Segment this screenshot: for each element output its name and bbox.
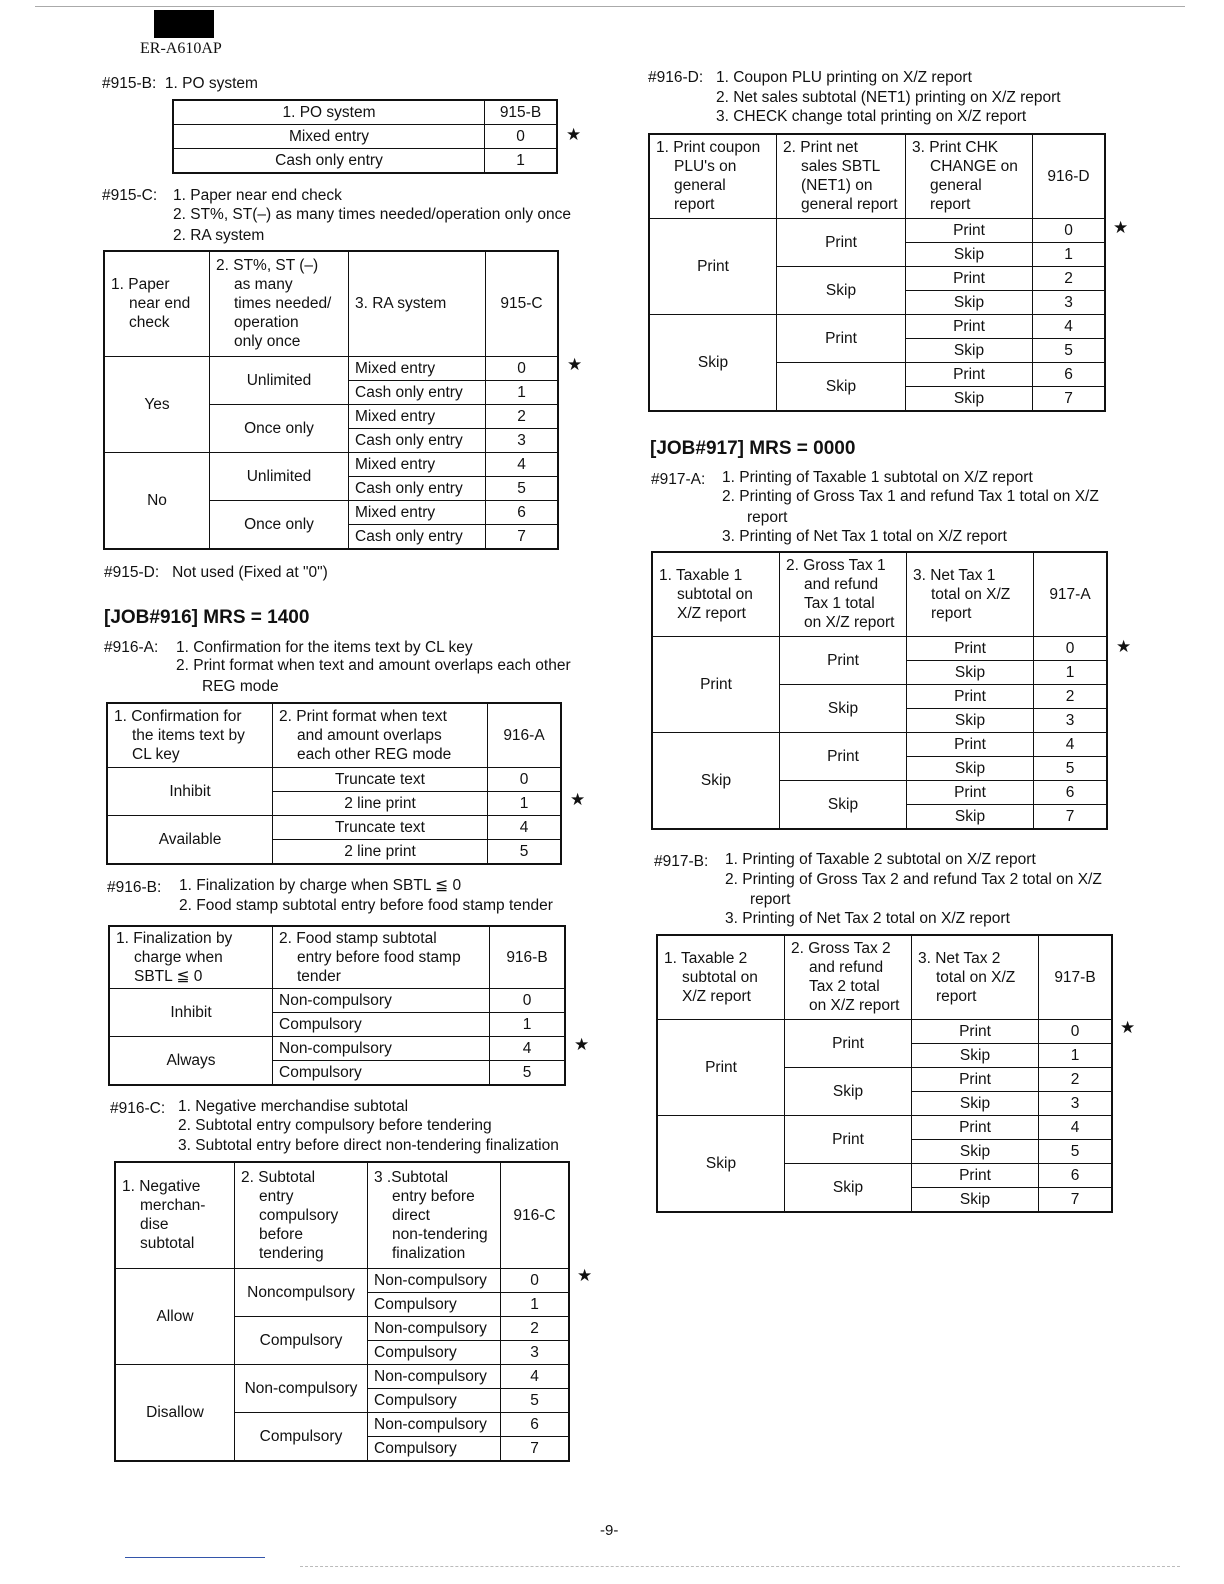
- value-cell: 5: [490, 1060, 566, 1085]
- group-cell: Skip: [649, 314, 777, 411]
- header-cell: 2. Gross Tax 1 and refund Tax 1 total on X/Z report: [780, 552, 907, 636]
- value-cell: 7: [501, 1436, 570, 1461]
- section-915c-item: 2. RA system: [173, 227, 265, 244]
- group-cell: Skip: [652, 732, 780, 829]
- section-917a-item: 3. Printing of Net Tax 1 total on X/Z report: [722, 528, 1007, 545]
- subgroup-cell: Noncompulsory: [235, 1268, 368, 1316]
- option-cell: 2 line print: [273, 839, 488, 864]
- value-cell: 0: [1034, 636, 1108, 660]
- default-star: ★: [1113, 218, 1129, 237]
- option-cell: Cash only entry: [349, 476, 486, 500]
- option-cell: Skip: [907, 756, 1034, 780]
- header-cell: 1. Confirmation for the items text by CL key: [107, 703, 273, 767]
- option-cell: Compulsory: [368, 1340, 501, 1364]
- value-cell: 0: [488, 767, 562, 791]
- section-917b-item: 2. Printing of Gross Tax 2 and refund Tax 2 total on X/Z: [725, 871, 1102, 888]
- section-916c-item: 2. Subtotal entry compulsory before tendering: [178, 1117, 492, 1134]
- subgroup-cell: Skip: [780, 684, 907, 732]
- section-917b-item: report: [750, 891, 791, 908]
- option-cell: Cash only entry: [349, 428, 486, 452]
- footer-rule: [300, 1566, 1180, 1567]
- option-cell: Skip: [907, 708, 1034, 732]
- subgroup-cell: Print: [780, 636, 907, 684]
- subgroup-cell: Skip: [785, 1163, 912, 1212]
- value-cell: 4: [1034, 732, 1108, 756]
- value-cell: 3: [1033, 290, 1106, 314]
- code-cell: 916-B: [490, 926, 566, 988]
- section-915c-item: 1. Paper near end check: [173, 187, 342, 204]
- table-917a: [651, 551, 1108, 830]
- subgroup-cell: Skip: [777, 362, 906, 411]
- table-915c: [103, 250, 559, 550]
- section-916c-label: #916-C:: [110, 1100, 166, 1117]
- value-cell: 2: [1034, 684, 1108, 708]
- default-star: ★: [1120, 1018, 1136, 1037]
- section-916a-label: #916-A:: [104, 639, 159, 656]
- job-916-heading: [JOB#916] MRS = 1400: [104, 607, 310, 628]
- table-915b: [172, 99, 558, 174]
- option-cell: Print: [912, 1067, 1039, 1091]
- subgroup-cell: Print: [780, 732, 907, 780]
- subgroup-cell: Once only: [210, 404, 349, 452]
- header-cell: 1. Negative merchan- dise subtotal: [115, 1162, 235, 1268]
- value-cell: 5: [1033, 338, 1106, 362]
- option-cell: Print: [907, 780, 1034, 804]
- group-cell: Disallow: [115, 1364, 235, 1461]
- section-916d-item: 2. Net sales subtotal (NET1) printing on X/Z report: [716, 89, 1061, 106]
- value-cell: 5: [486, 476, 559, 500]
- subgroup-cell: Unlimited: [210, 356, 349, 404]
- value-cell: 1: [488, 791, 562, 815]
- code-cell: 917-A: [1034, 552, 1108, 636]
- value-cell: 0: [486, 356, 559, 380]
- section-917b-item: 1. Printing of Taxable 2 subtotal on X/Z report: [725, 851, 1036, 868]
- value-cell: 4: [1033, 314, 1106, 338]
- subgroup-cell: Skip: [785, 1067, 912, 1115]
- subgroup-cell: Print: [777, 218, 906, 266]
- subgroup-cell: Compulsory: [235, 1412, 368, 1461]
- value-cell: 7: [486, 524, 559, 549]
- header-cell: 1. Taxable 1 subtotal on X/Z report: [652, 552, 780, 636]
- value-cell: 1: [1033, 242, 1106, 266]
- option-cell: Print: [912, 1163, 1039, 1187]
- option-cell: Compulsory: [273, 1012, 490, 1036]
- option-cell: Skip: [912, 1043, 1039, 1067]
- subgroup-cell: Unlimited: [210, 452, 349, 500]
- option-cell: Compulsory: [368, 1436, 501, 1461]
- header-cell: 2. Print net sales SBTL (NET1) on general report: [777, 134, 906, 218]
- value-cell: 0: [485, 125, 558, 149]
- option-cell: Print: [907, 732, 1034, 756]
- section-916c-item: 3. Subtotal entry before direct non-tendering finalization: [178, 1137, 559, 1154]
- option-cell: Compulsory: [368, 1388, 501, 1412]
- subgroup-cell: Print: [785, 1019, 912, 1067]
- section-917a-item: 1. Printing of Taxable 1 subtotal on X/Z report: [722, 469, 1033, 486]
- header-black-block: [154, 10, 214, 38]
- value-cell: 4: [490, 1036, 566, 1060]
- section-915c-label: #915-C:: [102, 187, 158, 204]
- header-rule: [35, 6, 1185, 7]
- option-cell: Skip: [912, 1139, 1039, 1163]
- header-cell: 2. Print format when text and amount overlaps each other REG mode: [273, 703, 488, 767]
- section-917a-label: #917-A:: [651, 471, 706, 488]
- value-cell: 1: [501, 1292, 570, 1316]
- value-cell: 4: [486, 452, 559, 476]
- option-cell: Skip: [912, 1091, 1039, 1115]
- code-cell: 917-B: [1039, 935, 1113, 1019]
- option-cell: Mixed entry: [173, 125, 485, 149]
- option-cell: Truncate text: [273, 767, 488, 791]
- section-916a-item: 2. Print format when text and amount overlaps each other: [176, 657, 571, 674]
- section-916b-label: #916-B:: [107, 879, 162, 896]
- section-916c-item: 1. Negative merchandise subtotal: [178, 1098, 409, 1115]
- code-cell: 916-A: [488, 703, 562, 767]
- value-cell: 5: [501, 1388, 570, 1412]
- header-cell: 2. Subtotal entry compulsory before tendering: [235, 1162, 368, 1268]
- option-cell: Cash only entry: [173, 149, 485, 174]
- group-cell: Available: [107, 815, 273, 864]
- option-cell: Truncate text: [273, 815, 488, 839]
- value-cell: 7: [1033, 386, 1106, 411]
- subgroup-cell: Compulsory: [235, 1316, 368, 1364]
- value-cell: 4: [501, 1364, 570, 1388]
- group-cell: Skip: [657, 1115, 785, 1212]
- header-cell: 2. Food stamp subtotal entry before food stamp tender: [273, 926, 490, 988]
- value-cell: 5: [1034, 756, 1108, 780]
- value-cell: 5: [1039, 1139, 1113, 1163]
- header-cell: 1. Taxable 2 subtotal on X/Z report: [657, 935, 785, 1019]
- section-917a-item: 2. Printing of Gross Tax 1 and refund Tax 1 total on X/Z: [722, 488, 1099, 505]
- header-cell: 3. Net Tax 1 total on X/Z report: [907, 552, 1034, 636]
- code-cell: 916-D: [1033, 134, 1106, 218]
- table-916b: [108, 925, 566, 1086]
- subgroup-cell: Print: [785, 1115, 912, 1163]
- option-cell: Compulsory: [368, 1292, 501, 1316]
- subgroup-cell: Non-compulsory: [235, 1364, 368, 1412]
- value-cell: 6: [486, 500, 559, 524]
- group-cell: Print: [652, 636, 780, 732]
- value-cell: 1: [1034, 660, 1108, 684]
- value-cell: 1: [486, 380, 559, 404]
- value-cell: 3: [501, 1340, 570, 1364]
- value-cell: 2: [1033, 266, 1106, 290]
- option-cell: Print: [912, 1115, 1039, 1139]
- option-cell: Print: [907, 636, 1034, 660]
- value-cell: 3: [1039, 1091, 1113, 1115]
- section-916d-item: 1. Coupon PLU printing on X/Z report: [716, 69, 972, 86]
- value-cell: 2: [501, 1316, 570, 1340]
- option-cell: Print: [912, 1019, 1039, 1043]
- option-cell: Print: [906, 266, 1033, 290]
- option-cell: Print: [906, 362, 1033, 386]
- option-cell: Non-compulsory: [368, 1364, 501, 1388]
- value-cell: 7: [1034, 804, 1108, 829]
- section-915d: #915-D: Not used (Fixed at "0"): [104, 564, 328, 581]
- code-cell: 915-C: [486, 251, 559, 356]
- header-cell: 3 .Subtotal entry before direct non-tendering finalization: [368, 1162, 501, 1268]
- table-916a: [106, 702, 562, 865]
- default-star: ★: [566, 125, 582, 144]
- header-cell: 1. Print coupon PLU's on general report: [649, 134, 777, 218]
- option-cell: Skip: [907, 660, 1034, 684]
- value-cell: 0: [501, 1268, 570, 1292]
- section-916a-item: 1. Confirmation for the items text by CL key: [176, 639, 473, 656]
- value-cell: 7: [1039, 1187, 1113, 1212]
- value-cell: 6: [1034, 780, 1108, 804]
- job-917-heading: [JOB#917] MRS = 0000: [650, 438, 856, 459]
- model-number: ER-A610AP: [140, 40, 222, 57]
- header-cell: 2. ST%, ST (–) as many times needed/ operation only once: [210, 251, 349, 356]
- value-cell: 0: [1039, 1019, 1113, 1043]
- option-cell: Non-compulsory: [273, 988, 490, 1012]
- header-cell: 3. RA system: [349, 251, 486, 356]
- default-star: ★: [574, 1035, 590, 1054]
- section-917b-item: 3. Printing of Net Tax 2 total on X/Z report: [725, 910, 1010, 927]
- value-cell: 3: [1034, 708, 1108, 732]
- value-cell: 3: [486, 428, 559, 452]
- group-cell: No: [104, 452, 210, 549]
- default-star: ★: [567, 355, 583, 374]
- value-cell: 0: [1033, 218, 1106, 242]
- value-cell: 1: [485, 149, 558, 174]
- option-cell: Cash only entry: [349, 524, 486, 549]
- option-cell: Non-compulsory: [273, 1036, 490, 1060]
- value-cell: 4: [1039, 1115, 1113, 1139]
- subgroup-cell: Skip: [780, 780, 907, 829]
- code-cell: 915-B: [485, 100, 558, 125]
- option-cell: Skip: [906, 290, 1033, 314]
- value-cell: 6: [501, 1412, 570, 1436]
- page-number: -9-: [600, 1522, 619, 1539]
- header-cell: 2. Gross Tax 2 and refund Tax 2 total on X/Z report: [785, 935, 912, 1019]
- header-cell: 1. Paper near end check: [104, 251, 210, 356]
- option-cell: Cash only entry: [349, 380, 486, 404]
- option-cell: Print: [906, 314, 1033, 338]
- option-cell: Mixed entry: [349, 404, 486, 428]
- group-cell: Print: [649, 218, 777, 314]
- default-star: ★: [1116, 637, 1132, 656]
- header-cell: 3. Net Tax 2 total on X/Z report: [912, 935, 1039, 1019]
- option-cell: Mixed entry: [349, 356, 486, 380]
- header-cell: 1. Finalization by charge when SBTL ≦ 0: [109, 926, 273, 988]
- table-916d: [648, 133, 1106, 412]
- option-cell: Print: [907, 684, 1034, 708]
- subgroup-cell: Skip: [777, 266, 906, 314]
- option-cell: Skip: [907, 804, 1034, 829]
- value-cell: 2: [486, 404, 559, 428]
- value-cell: 6: [1039, 1163, 1113, 1187]
- group-cell: Inhibit: [107, 767, 273, 815]
- section-916d-item: 3. CHECK change total printing on X/Z report: [716, 108, 1027, 125]
- group-cell: Allow: [115, 1268, 235, 1364]
- group-cell: Print: [657, 1019, 785, 1115]
- default-star: ★: [570, 790, 586, 809]
- value-cell: 5: [488, 839, 562, 864]
- header-cell: 1. PO system: [173, 100, 485, 125]
- value-cell: 1: [1039, 1043, 1113, 1067]
- option-cell: Non-compulsory: [368, 1412, 501, 1436]
- option-cell: Mixed entry: [349, 500, 486, 524]
- value-cell: 2: [1039, 1067, 1113, 1091]
- option-cell: Print: [906, 218, 1033, 242]
- value-cell: 6: [1033, 362, 1106, 386]
- value-cell: 4: [488, 815, 562, 839]
- option-cell: Mixed entry: [349, 452, 486, 476]
- option-cell: 2 line print: [273, 791, 488, 815]
- section-917a-item: report: [747, 509, 788, 526]
- value-cell: 1: [490, 1012, 566, 1036]
- option-cell: Skip: [906, 338, 1033, 362]
- option-cell: Skip: [906, 386, 1033, 411]
- option-cell: Skip: [906, 242, 1033, 266]
- code-cell: 916-C: [501, 1162, 570, 1268]
- group-cell: Yes: [104, 356, 210, 452]
- option-cell: Non-compulsory: [368, 1268, 501, 1292]
- group-cell: Inhibit: [109, 988, 273, 1036]
- value-cell: 0: [490, 988, 566, 1012]
- table-917b: [656, 934, 1113, 1213]
- option-cell: Non-compulsory: [368, 1316, 501, 1340]
- header-cell: 3. Print CHK CHANGE on general report: [906, 134, 1033, 218]
- section-916b-item: 2. Food stamp subtotal entry before food stamp tender: [179, 897, 553, 914]
- section-917b-label: #917-B:: [654, 853, 709, 870]
- footer-rule: [125, 1557, 265, 1558]
- option-cell: Skip: [912, 1187, 1039, 1212]
- option-cell: Compulsory: [273, 1060, 490, 1085]
- section-916b-item: 1. Finalization by charge when SBTL ≦ 0: [179, 877, 462, 894]
- subgroup-cell: Once only: [210, 500, 349, 549]
- section-916a-item: REG mode: [202, 678, 279, 695]
- default-star: ★: [577, 1266, 593, 1285]
- section-915b-label: #915-B: 1. PO system: [102, 75, 258, 92]
- subgroup-cell: Print: [777, 314, 906, 362]
- section-916d-label: #916-D:: [648, 69, 704, 86]
- table-916c: [114, 1161, 570, 1462]
- group-cell: Always: [109, 1036, 273, 1085]
- section-915c-item: 2. ST%, ST(–) as many times needed/operation only once: [173, 206, 572, 223]
